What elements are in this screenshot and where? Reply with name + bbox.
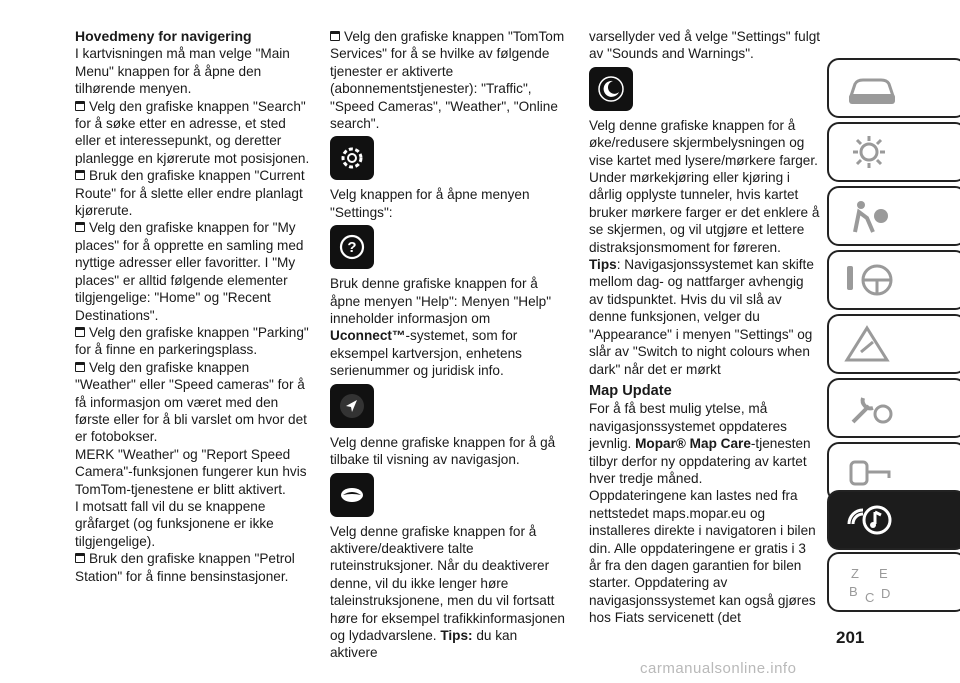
page-number: 201 [836, 628, 865, 647]
watermark: carmanualsonline.info [640, 660, 797, 677]
map-paragraph-2: Oppdateringene kan lastes ned fra nettstedet maps.mopar.eu og installeres direkte i navigatoren i bilen din. Alle oppdateringene er gratis i 3 år fra den dagen garantien for bilen starter. Oppdatering av navigasjonssystemet kan også gjøres hos Fiats servicenett (det [589, 488, 816, 626]
column-3 [589, 28, 821, 627]
tips-paragraph: Tips: Navigasjonssystemet kan skifte mellom dag- og nattfarger avhengig av tidspunktet. Hvis du vil slå av denne funksjonen, velger du "Appearance" i menyen "Settings" og slår av "Switch to night colours when dark" når det er mørkt [589, 257, 814, 377]
svg-text:Z: Z [851, 566, 859, 581]
settings-paragraph: Velg knappen for å åpne menyen "Settings": [330, 187, 530, 220]
voice-paragraph: Velg denne grafiske knappen for å aktivere/deaktivere talte ruteinstruksjoner. Når du deaktiverer denne, vil du ikke lenger høre taleinstruksjonene, men du vil fortsatt høre for eksempel trafikkinformasjonen og lydadvarslene. Tips: du kan aktivere [330, 523, 565, 661]
column-2 [330, 28, 568, 662]
bullet-item: Velg den grafiske knappen "TomTom Services" for å se hvilke av følgende tjenester er aktiverte (abonnementstjenester): "Traffic", "Speed Cameras", "Weather", "Online search". [330, 28, 568, 132]
index-icon[interactable] [827, 552, 960, 612]
settings-icon [330, 136, 374, 180]
continued-paragraph: varsellyder ved å velge "Settings" fulgt av "Sounds and Warnings". [589, 29, 821, 62]
car-icon[interactable] [827, 58, 960, 118]
svg-text:B: B [849, 584, 858, 599]
note-paragraph: MERK "Weather" og "Report Speed Camera"-funksjonen fungerer kun hvis TomTom-tjenestene er blitt aktivert. [75, 446, 307, 497]
bullet-item: Velg den grafiske knappen "Parking" for å finne en parkeringsplass. [75, 324, 313, 359]
back-to-navigation-icon [330, 384, 374, 428]
svg-text:C: C [865, 590, 875, 604]
intro-paragraph: I kartvisningen må man velge "Main Menu" knappen for å åpne den tilhørende menyen. [75, 46, 290, 97]
bullet-item: Bruk den grafiske knappen "Petrol Station" for å finne bensinstasjoner. [75, 550, 313, 585]
night-paragraph: Velg denne grafiske knappen for å øke/redusere skjermbelysningen og vise kartet med lysere/mørkere farger. Under mørkekjøring eller kjøring i dårlig opplyste tunneler, hvis kartet bruker mørkere farger er det enklere å se skjermen, og vil utgjøre et lettere distraksjonsmoment for føreren. [589, 117, 820, 255]
svg-text:?: ? [347, 239, 357, 257]
back-paragraph: Velg denne grafiske knappen for å gå tilbake til visning av navigasjon. [330, 434, 556, 468]
airbag-icon[interactable] [827, 186, 960, 246]
night-mode-icon [589, 67, 633, 111]
section-heading: Hovedmeny for navigering [75, 28, 252, 44]
voice-guidance-icon [330, 473, 374, 517]
bullet-item: Velg den grafiske knappen "Weather" eller "Speed cameras" for å få informasjon om været med den første eller for å bli varslet om hvor det er fotobokser. [75, 359, 313, 446]
svg-text:D: D [881, 586, 891, 601]
lights-icon[interactable] [827, 122, 960, 182]
bullet-item: Velg den grafiske knappen "Search" for å søke etter en adresse, et sted eller et interessepunkt, og deretter planlegge en kjørerute mot posisjonen. [75, 98, 313, 168]
svg-text:E: E [879, 566, 888, 581]
steering-icon[interactable] [827, 250, 960, 310]
tools-icon[interactable] [827, 378, 960, 438]
help-icon [330, 225, 374, 269]
warning-icon[interactable] [827, 314, 960, 374]
help-paragraph: Bruk denne grafiske knappen for å åpne menyen "Help": Menyen "Help" inneholder informasjon om Uconnect™-systemet, som for eksempel kartversjon, enhetens serienummer og juridisk info. [330, 276, 552, 379]
bullet-item: Velg den grafiske knappen for "My places" for å opprette en samling med nyttige adresser eller favoritter. I "My places" er alltid følgende elementer tilgjengelige: "Home" og "Recent Destinations". [75, 219, 313, 323]
map-update-heading: Map Update [589, 382, 672, 399]
column-1 [75, 28, 313, 585]
note-paragraph-2: I motsatt fall vil du se knappene gråfarget (og funksjonene er ikke tilgjengelige). [75, 498, 274, 549]
multimedia-icon[interactable] [827, 490, 960, 550]
map-paragraph-1: For å få best mulig ytelse, må navigasjonssystemet oppdateres jevnlig. Mopar® Map Care-tjenesten tilbyr derfor ny oppdatering av kartet hver tredje måned. [589, 401, 811, 486]
bullet-item: Bruk den grafiske knappen "Current Route" for å slette eller endre planlagt kjørerute. [75, 167, 313, 219]
